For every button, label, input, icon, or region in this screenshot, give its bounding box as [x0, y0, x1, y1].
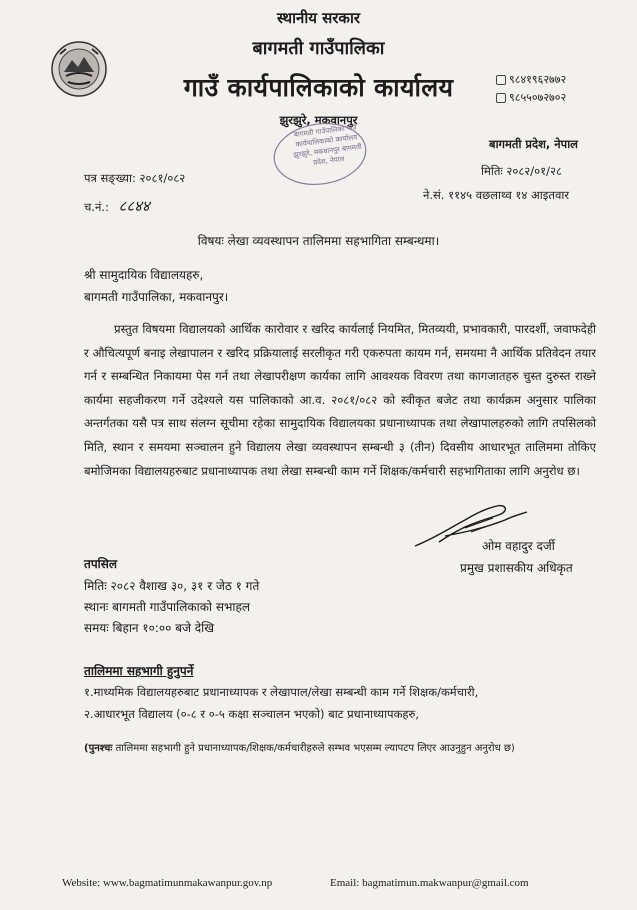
phone-number: ९८४१९६२७७२: [509, 73, 567, 86]
subject-line: विषयः लेखा व्यवस्थापन तालिममा सहभागिता सम्बन्धमा।: [197, 234, 440, 248]
office-location: झुरझुरे, मकवानपुर: [279, 113, 358, 127]
postscript-label: (पुनश्चः: [84, 743, 113, 754]
signatory-title: प्रमुख प्रशासकीय अधिकृत: [460, 561, 573, 575]
body-paragraph: प्रस्तुत विषयमा विद्यालयको आर्थिक कारोवार र खरिद कार्यलाई नियमित, मितव्ययी, प्रभावकारी, पारदर्शी, जवाफदेही र औचित्यपूर्ण बनाइ लेखापालन र खरिद प्रक्रियालाई सरलीकृत गरी एकरुपता कायम गर्न, समयमा नै आर्थिक प्रतिवेदन तयार गर्न र सम्बन्धित निकायमा पेस गर्न तथा लेखापरीक्षण कार्यका लागि आवश्यक विवरण तथा कागजातहरु चुस्त दुरुस्त राख्ने कार्यमा सहजीकरण गर्ने उदेश्यले यस पालिकाको आ.व. २०८१/०८२ को स्वीकृत बजेट तथा कार्यक्रम अनुसार पालिका अन्तर्गतका यसै पत्र साथ संलग्न सूचीमा रहेका सामुदायिक विद्यालयका प्रधानाध्यापक तथा लेखापालहरुको लागि तपसिलको मिति, स्थान र समयमा सञ्चालन हुने विद्यालय लेखा व्यवस्थापन सम्बन्धी ३ (तीन) दिवसीय आधारभूत तालिममा तोकिए बमोजिमका विद्यालयहरुबाट प्रधानाध्यापक तथा लेखा सम्बन्धी काम गर्ने शिक्षक/कर्मचारी सहभागिताका लागि अनुरोध छ।: [84, 322, 596, 478]
postscript-note: [84, 740, 515, 754]
footer-website: Website: www.bagmatimunmakawanpur.gov.np: [62, 877, 273, 889]
municipality-name: बागमती गाउँपालिका: [252, 38, 385, 59]
dispatch-number-label: च.नं.:: [84, 200, 109, 214]
phone-icon: [496, 93, 506, 103]
phone-line-2: [496, 90, 566, 105]
participants-heading: तालिममा सहभागी हुनुपर्ने: [84, 664, 194, 678]
letter-date: मितिः २०८२/०१/२८: [481, 164, 562, 178]
addressee-line-2: बागमती गाउँपालिका, मकवानपुर।: [84, 290, 229, 304]
nepal-samvat-date: ने.सं. ११४५ वछलाथ्व १४ आइतवार: [423, 188, 570, 202]
phone-number: ९८५५०७२७०२: [509, 91, 567, 104]
dispatch-number-value: ८८४४: [118, 197, 150, 215]
local-government-label: स्थानीय सरकार: [277, 9, 360, 27]
province-label: बागमती प्रदेश, नेपाल: [489, 137, 578, 151]
postscript-text: तालिममा सहभागी हुने प्रधानाध्यापक/शिक्षक/कर्मचारीहरुले सम्भव भएसम्म ल्यापटप लिएर आउनुहुन अनुरोध छ): [115, 743, 515, 754]
addressee-line-1: श्री सामुदायिक विद्यालयहरु,: [84, 268, 204, 282]
participant-item: १.माध्यमिक विद्यालयहरुबाट प्रधानाध्यापक र लेखापाल/लेखा सम्बन्धी काम गर्ने शिक्षक/कर्मचारी,: [84, 685, 479, 699]
office-name: गाउँ कार्यपालिकाको कार्यालय: [183, 73, 454, 102]
details-place: स्थानः बागमती गाउँपालिकाको सभाहल: [84, 600, 250, 614]
participant-item: २.आधारभूत विद्यालय (०-८ र ०-५ कक्षा सञ्चालन भएको) बाट प्रधानाध्यापकहरु,: [84, 707, 420, 721]
signatory-name: ओम वहादुर दर्जी: [482, 539, 555, 553]
details-time: समयः बिहान १०:०० बजे देखि: [84, 621, 215, 635]
phone-line-1: [496, 72, 566, 87]
details-heading: तपसिल: [84, 557, 118, 571]
footer-email: Email: bagmatimun.makwanpur@gmail.com: [330, 877, 529, 889]
details-date: मितिः २०८२ वैशाख ३०, ३१ र जेठ १ गते: [84, 579, 260, 593]
reference-number: पत्र सङ्ख्या: २०८१/०८२: [84, 171, 186, 185]
phone-icon: [496, 75, 506, 85]
dispatch-number: [84, 196, 150, 216]
stamp-text: बागमती गाउँपालिका गाउँ कार्यपालिकाको कार्यालय झुरझुरे, मकवानपुर बागमती प्रदेश, नेपाल: [293, 123, 363, 167]
